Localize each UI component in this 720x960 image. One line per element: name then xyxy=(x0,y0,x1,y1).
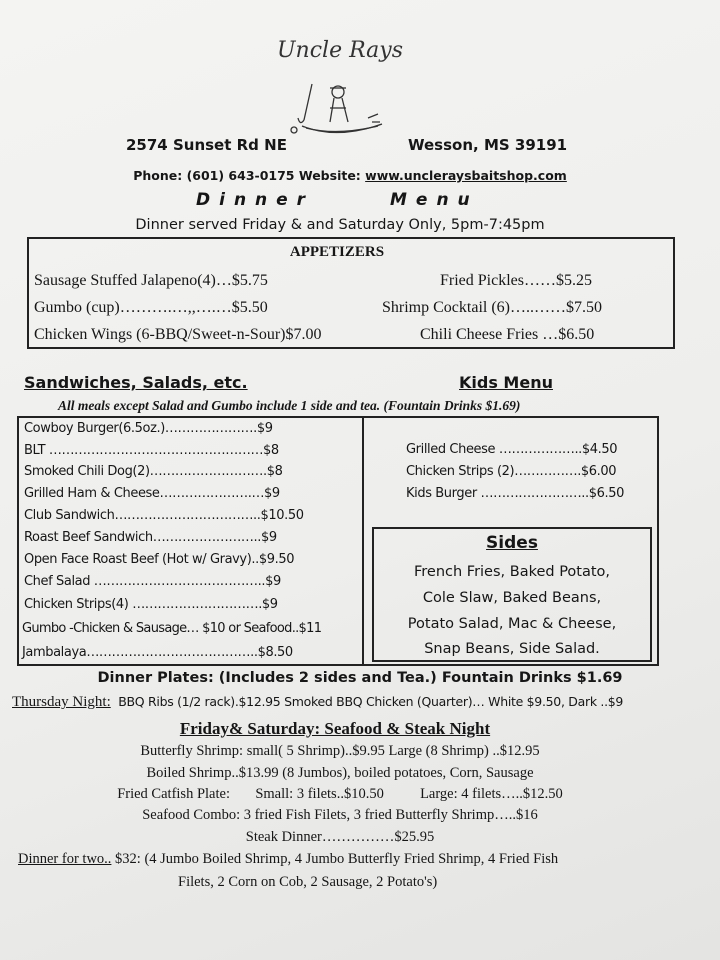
menu-word: Menu xyxy=(390,190,479,210)
appetizer-item: Shrimp Cocktail (6)…..……$7.50 xyxy=(382,299,602,316)
dinner-for-two-text: $32: (4 Jumbo Boiled Shrimp, 4 Jumbo Butterfly Fried Shrimp, 4 Fried Fish xyxy=(111,851,559,867)
appetizer-item: Fried Pickles……$5.25 xyxy=(440,272,592,289)
seafood-item: Butterfly Shrimp: small( 5 Shrimp)..$9.95 Large (8 Shrimp) ..$12.95 xyxy=(140,743,540,759)
sides-line: Snap Beans, Side Salad. xyxy=(424,641,600,657)
sandwich-item: Roast Beef Sandwich……………………..$9 xyxy=(24,530,277,545)
seafood-item: Steak Dinner……………$25.95 xyxy=(245,829,435,845)
seafood-item: Fried Catfish Plate: Small: 3 filets..$10.50 Large: 4 filets…..$12.50 xyxy=(117,786,563,802)
sandwich-item: Jambalaya…………………………………..$8.50 xyxy=(22,645,293,660)
sides-line: French Fries, Baked Potato, xyxy=(413,564,611,580)
friday-saturday-heading: Friday& Saturday: Seafood & Steak Night xyxy=(179,719,491,738)
kids-item: Chicken Strips (2)…………….$6.00 xyxy=(406,464,617,479)
fisherman-boat-logo xyxy=(282,78,392,148)
dinner-plates-header: Dinner Plates: (Includes 2 sides and Tea.) Fountain Drinks $1.69 xyxy=(97,670,623,686)
contact-line xyxy=(0,168,700,183)
appetizer-item: Sausage Stuffed Jalapeno(4)…$5.75 xyxy=(34,272,268,289)
appetizer-item: Chili Cheese Fries …$6.50 xyxy=(420,326,595,343)
sandwich-item: Cowboy Burger(6.5oz.)………………….$9 xyxy=(24,421,273,436)
seafood-item: Seafood Combo: 3 fried Fish Filets, 3 fried Butterfly Shrimp…..$16 xyxy=(142,807,538,823)
appetizers-title: APPETIZERS xyxy=(289,244,385,260)
phone-text: Phone: (601) 643-0175 Website: xyxy=(133,168,366,183)
sandwich-item: Grilled Ham & Cheese………………….…$9 xyxy=(24,486,280,501)
sides-line: Cole Slaw, Baked Beans, xyxy=(422,590,602,606)
sides-line: Potato Salad, Mac & Cheese, xyxy=(407,616,617,632)
sandwiches-heading: Sandwiches, Salads, etc. xyxy=(24,373,248,392)
seafood-item: Boiled Shrimp..$13.99 (8 Jumbos), boiled potatoes, Corn, Sausage xyxy=(146,765,534,781)
website-link[interactable]: www.uncleraysbaitshop.com xyxy=(365,168,567,183)
restaurant-name: Uncle Rays xyxy=(277,38,403,63)
sandwich-item: Chicken Strips(4) ………………………….$9 xyxy=(24,597,278,612)
sandwich-item: BLT ……………………………………………$8 xyxy=(24,443,279,458)
thursday-label: Thursday Night: xyxy=(12,694,111,710)
thursday-line xyxy=(12,694,623,711)
kids-menu-heading: Kids Menu xyxy=(459,373,553,392)
kids-item: Kids Burger ……………………..$6.50 xyxy=(406,486,624,501)
street-address: 2574 Sunset Rd NE xyxy=(126,136,287,154)
sandwich-item: Smoked Chili Dog(2)……………………….$8 xyxy=(24,464,283,479)
dinner-for-two-label: Dinner for two.. xyxy=(18,851,112,867)
dinner-word: Dinner xyxy=(196,190,315,210)
dinner-for-two-cont: Filets, 2 Corn on Cob, 2 Sausage, 2 Potato's) xyxy=(178,874,438,890)
city-state-zip: Wesson, MS 39191 xyxy=(408,136,568,154)
dinner-for-two xyxy=(18,851,558,868)
sandwich-item: Chef Salad …………………………………..$9 xyxy=(24,574,281,589)
sandwich-item: Club Sandwich……………………………..$10.50 xyxy=(24,508,304,523)
appetizer-item: Chicken Wings (6-BBQ/Sweet-n-Sour)$7.00 xyxy=(34,326,322,343)
appetizer-item: Gumbo (cup)……….…,,….…$5.50 xyxy=(34,299,268,316)
sandwich-item: Open Face Roast Beef (Hot w/ Gravy)..$9.50 xyxy=(24,552,295,567)
kids-item: Grilled Cheese ………………..$4.50 xyxy=(406,442,618,457)
sandwich-item: Gumbo -Chicken & Sausage… $10 or Seafood..$11 xyxy=(22,621,322,636)
served-hours: Dinner served Friday & and Saturday Only, 5pm-7:45pm xyxy=(135,217,545,233)
thursday-text: BBQ Ribs (1/2 rack).$12.95 Smoked BBQ Chicken (Quarter)… White $9.50, Dark ..$9 xyxy=(118,694,624,709)
sides-title: Sides xyxy=(486,533,538,553)
column-divider xyxy=(362,416,364,666)
meals-note: All meals except Salad and Gumbo include 1 side and tea. (Fountain Drinks $1.69) xyxy=(58,398,521,413)
